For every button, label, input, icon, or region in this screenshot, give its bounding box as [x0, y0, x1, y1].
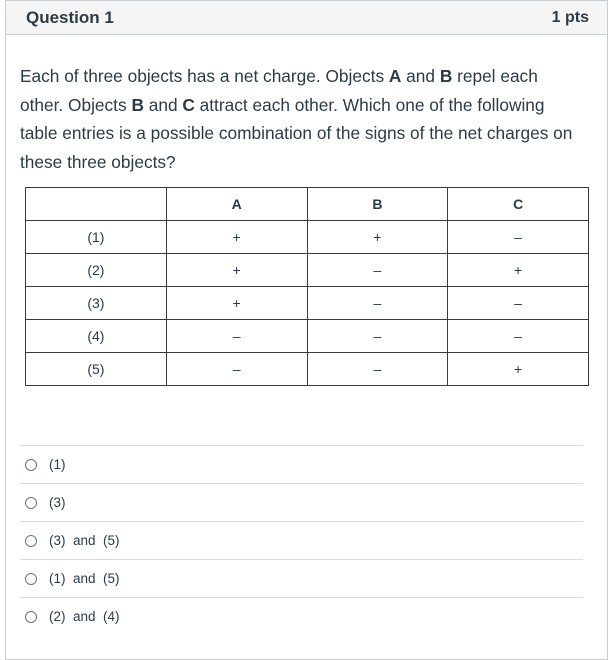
table-cell: – [448, 221, 589, 254]
table-cell: – [307, 353, 448, 386]
question-header [6, 1, 607, 35]
radio-button[interactable] [25, 535, 37, 547]
table-row [26, 254, 589, 287]
table-cell: + [307, 221, 448, 254]
table-row [26, 287, 589, 320]
table-cell: + [166, 221, 307, 254]
radio-button[interactable] [25, 611, 37, 623]
table-header-cell: B [307, 188, 448, 221]
radio-button[interactable] [25, 497, 37, 509]
radio-button[interactable] [25, 459, 37, 471]
table-cell: + [448, 254, 589, 287]
answer-label: (1) and (5) [49, 571, 120, 586]
table-row [26, 221, 589, 254]
table-cell: (4) [26, 320, 167, 353]
answer-label: (3) and (5) [49, 533, 120, 548]
answer-list [20, 445, 583, 635]
table-header-cell: C [448, 188, 589, 221]
object-c-label: C [182, 94, 195, 115]
table-row [26, 353, 589, 386]
radio-button[interactable] [25, 573, 37, 585]
question-text-part: attract each other. Which one of the following table entries is a possible combination of the signs of the net charges on these three objects? [20, 94, 573, 172]
table-cell: – [448, 320, 589, 353]
charge-table [25, 187, 589, 386]
question-text-part: and [401, 66, 440, 86]
answer-option-1[interactable] [20, 445, 583, 483]
table-cell: + [166, 287, 307, 320]
table-cell: – [448, 287, 589, 320]
object-a-label: A [388, 66, 402, 86]
answer-label: (2) and (4) [49, 609, 120, 624]
question-points: 1 pts [551, 8, 589, 26]
answer-option-4[interactable] [20, 559, 583, 597]
answer-label: (1) [49, 457, 66, 472]
table-cell: – [307, 254, 448, 287]
question-title: Question 1 [26, 7, 114, 27]
table-header-cell: A [166, 188, 307, 221]
question-text-part: and [143, 94, 183, 115]
table-cell: (5) [26, 353, 167, 386]
table-cell: – [307, 287, 448, 320]
table-cell: + [448, 353, 589, 386]
answer-option-2[interactable] [20, 483, 583, 521]
table-cell: (1) [26, 221, 167, 254]
table-cell: – [307, 320, 448, 353]
answer-option-5[interactable] [20, 597, 583, 635]
answer-option-3[interactable] [20, 521, 583, 559]
table-row [26, 320, 589, 353]
table-cell: (2) [26, 254, 167, 287]
question-text [20, 62, 585, 176]
object-b-label: B [439, 66, 453, 86]
object-b-label: B [131, 94, 144, 115]
table-header-row [26, 188, 589, 221]
question-text-part: Each of three objects has a net charge. Objects [20, 66, 389, 86]
table-cell: – [166, 320, 307, 353]
question-text-part: repel each other. Objects [20, 66, 538, 115]
table-header-cell [26, 188, 167, 221]
table-cell: (3) [26, 287, 167, 320]
answer-label: (3) [49, 495, 66, 510]
table-cell: + [166, 254, 307, 287]
table-cell: – [166, 353, 307, 386]
